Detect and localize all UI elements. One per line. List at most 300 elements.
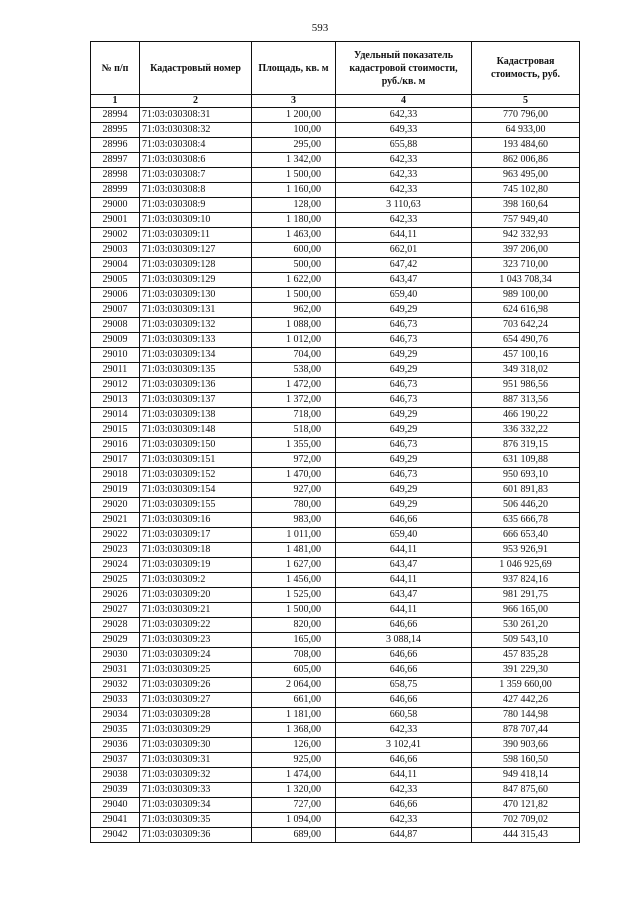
cell-row-number: 29011 (91, 363, 140, 378)
cell-area: 727,00 (252, 798, 336, 813)
cell-row-number: 29027 (91, 603, 140, 618)
column-number-row (91, 95, 580, 108)
table-row (91, 663, 580, 678)
column-number: 1 (91, 95, 140, 108)
cell-cadastral-cost: 981 291,75 (472, 588, 580, 603)
cell-cadastral-number: 71:03:030309:11 (140, 228, 252, 243)
header-cadastral-number: Кадастровый номер (140, 42, 252, 95)
cell-row-number: 28997 (91, 153, 140, 168)
table-row (91, 753, 580, 768)
cell-unit-value: 642,33 (336, 183, 472, 198)
cell-cadastral-cost: 349 318,02 (472, 363, 580, 378)
cell-unit-value: 646,66 (336, 513, 472, 528)
cell-area: 1 200,00 (252, 108, 336, 123)
cell-cadastral-number: 71:03:030309:151 (140, 453, 252, 468)
cell-unit-value: 646,73 (336, 438, 472, 453)
table-row (91, 678, 580, 693)
cell-cadastral-cost: 702 709,02 (472, 813, 580, 828)
cell-area: 972,00 (252, 453, 336, 468)
cell-area: 518,00 (252, 423, 336, 438)
cell-area: 983,00 (252, 513, 336, 528)
cell-unit-value: 646,73 (336, 318, 472, 333)
cell-unit-value: 646,73 (336, 333, 472, 348)
cell-unit-value: 649,29 (336, 453, 472, 468)
cell-area: 600,00 (252, 243, 336, 258)
cell-unit-value: 646,73 (336, 468, 472, 483)
cell-cadastral-cost: 427 442,26 (472, 693, 580, 708)
page-number: 593 (311, 22, 329, 34)
cell-cadastral-number: 71:03:030309:134 (140, 348, 252, 363)
cell-row-number: 29031 (91, 663, 140, 678)
table-row (91, 123, 580, 138)
cell-row-number: 29040 (91, 798, 140, 813)
table-row (91, 333, 580, 348)
cell-area: 1 094,00 (252, 813, 336, 828)
cell-row-number: 28999 (91, 183, 140, 198)
cell-cadastral-cost: 323 710,00 (472, 258, 580, 273)
table-row (91, 468, 580, 483)
cell-row-number: 29020 (91, 498, 140, 513)
cell-cadastral-number: 71:03:030309:28 (140, 708, 252, 723)
cell-row-number: 29018 (91, 468, 140, 483)
column-number: 3 (252, 95, 336, 108)
cell-row-number: 29042 (91, 828, 140, 843)
cell-unit-value: 646,66 (336, 648, 472, 663)
cell-area: 1 470,00 (252, 468, 336, 483)
table-row (91, 648, 580, 663)
table-row (91, 813, 580, 828)
cell-cadastral-number: 71:03:030309:138 (140, 408, 252, 423)
cell-cadastral-cost: 878 707,44 (472, 723, 580, 738)
header-row-number: № п/п (91, 42, 140, 95)
cell-cadastral-number: 71:03:030309:34 (140, 798, 252, 813)
table-row (91, 168, 580, 183)
cell-cadastral-cost: 391 229,30 (472, 663, 580, 678)
column-number: 4 (336, 95, 472, 108)
cell-cadastral-cost: 598 160,50 (472, 753, 580, 768)
cell-row-number: 29006 (91, 288, 140, 303)
table-row (91, 783, 580, 798)
table-row (91, 228, 580, 243)
cell-cadastral-cost: 654 490,76 (472, 333, 580, 348)
cell-row-number: 29004 (91, 258, 140, 273)
cell-cadastral-number: 71:03:030309:36 (140, 828, 252, 843)
cell-cadastral-cost: 457 835,28 (472, 648, 580, 663)
cell-row-number: 29026 (91, 588, 140, 603)
cell-row-number: 29005 (91, 273, 140, 288)
cell-unit-value: 644,11 (336, 768, 472, 783)
cell-area: 962,00 (252, 303, 336, 318)
cell-cadastral-number: 71:03:030309:131 (140, 303, 252, 318)
cell-unit-value: 642,33 (336, 813, 472, 828)
cell-row-number: 29012 (91, 378, 140, 393)
cell-cadastral-number: 71:03:030309:24 (140, 648, 252, 663)
cell-unit-value: 658,75 (336, 678, 472, 693)
cell-area: 1 181,00 (252, 708, 336, 723)
cell-row-number: 29003 (91, 243, 140, 258)
cadastral-table (90, 41, 580, 843)
cell-cadastral-number: 71:03:030309:16 (140, 513, 252, 528)
cell-area: 295,00 (252, 138, 336, 153)
cell-area: 689,00 (252, 828, 336, 843)
cell-row-number: 29001 (91, 213, 140, 228)
cell-cadastral-number: 71:03:030309:20 (140, 588, 252, 603)
cell-area: 1 088,00 (252, 318, 336, 333)
table-row (91, 408, 580, 423)
table-row (91, 258, 580, 273)
table-row (91, 708, 580, 723)
cell-area: 927,00 (252, 483, 336, 498)
cell-cadastral-number: 71:03:030308:9 (140, 198, 252, 213)
cell-cadastral-number: 71:03:030309:31 (140, 753, 252, 768)
cell-area: 1 012,00 (252, 333, 336, 348)
table-row (91, 288, 580, 303)
table-row (91, 393, 580, 408)
header-area: Площадь, кв. м (252, 42, 336, 95)
cell-unit-value: 646,66 (336, 618, 472, 633)
table-row (91, 498, 580, 513)
cell-unit-value: 642,33 (336, 213, 472, 228)
cell-area: 718,00 (252, 408, 336, 423)
cell-row-number: 29015 (91, 423, 140, 438)
column-number: 2 (140, 95, 252, 108)
table-row (91, 768, 580, 783)
cell-unit-value: 644,11 (336, 573, 472, 588)
cell-unit-value: 3 102,41 (336, 738, 472, 753)
cell-cadastral-number: 71:03:030309:154 (140, 483, 252, 498)
cell-row-number: 29033 (91, 693, 140, 708)
cell-cadastral-cost: 466 190,22 (472, 408, 580, 423)
cell-row-number: 29025 (91, 573, 140, 588)
table-header (91, 42, 580, 108)
cell-row-number: 29007 (91, 303, 140, 318)
cell-row-number: 29036 (91, 738, 140, 753)
cell-row-number: 29034 (91, 708, 140, 723)
cell-area: 1 474,00 (252, 768, 336, 783)
table-row (91, 198, 580, 213)
cell-cadastral-number: 71:03:030308:8 (140, 183, 252, 198)
cell-cadastral-cost: 390 903,66 (472, 738, 580, 753)
cell-unit-value: 646,66 (336, 798, 472, 813)
cell-unit-value: 649,29 (336, 423, 472, 438)
cell-row-number: 29038 (91, 768, 140, 783)
cell-cadastral-number: 71:03:030309:17 (140, 528, 252, 543)
cell-unit-value: 642,33 (336, 153, 472, 168)
cell-cadastral-number: 71:03:030309:132 (140, 318, 252, 333)
cell-unit-value: 649,29 (336, 408, 472, 423)
cell-cadastral-number: 71:03:030309:150 (140, 438, 252, 453)
table-row (91, 243, 580, 258)
cell-cadastral-cost: 703 642,24 (472, 318, 580, 333)
cell-row-number: 29032 (91, 678, 140, 693)
cell-row-number: 29013 (91, 393, 140, 408)
cell-cadastral-cost: 950 693,10 (472, 468, 580, 483)
table-row (91, 363, 580, 378)
cell-unit-value: 643,47 (336, 558, 472, 573)
cell-unit-value: 644,87 (336, 828, 472, 843)
cell-row-number: 29028 (91, 618, 140, 633)
cell-row-number: 29016 (91, 438, 140, 453)
cell-row-number: 29023 (91, 543, 140, 558)
cell-area: 1 500,00 (252, 168, 336, 183)
cell-area: 2 064,00 (252, 678, 336, 693)
table-row (91, 588, 580, 603)
cell-row-number: 29024 (91, 558, 140, 573)
header-cadastral-cost: Кадастровая стоимость, руб. (472, 42, 580, 95)
cell-row-number: 29014 (91, 408, 140, 423)
cell-cadastral-cost: 847 875,60 (472, 783, 580, 798)
cell-row-number: 29002 (91, 228, 140, 243)
cell-area: 538,00 (252, 363, 336, 378)
cell-row-number: 28995 (91, 123, 140, 138)
cell-cadastral-cost: 397 206,00 (472, 243, 580, 258)
cell-area: 500,00 (252, 258, 336, 273)
cell-area: 1 180,00 (252, 213, 336, 228)
cell-row-number: 28994 (91, 108, 140, 123)
cell-area: 1 622,00 (252, 273, 336, 288)
cell-cadastral-cost: 398 160,64 (472, 198, 580, 213)
table-row (91, 573, 580, 588)
cell-cadastral-cost: 937 824,16 (472, 573, 580, 588)
cell-row-number: 29039 (91, 783, 140, 798)
cell-area: 704,00 (252, 348, 336, 363)
cell-cadastral-cost: 1 043 708,34 (472, 273, 580, 288)
table-row (91, 738, 580, 753)
cell-unit-value: 643,47 (336, 273, 472, 288)
cell-cadastral-number: 71:03:030309:2 (140, 573, 252, 588)
cell-unit-value: 649,29 (336, 348, 472, 363)
cell-cadastral-cost: 949 418,14 (472, 768, 580, 783)
cell-unit-value: 660,58 (336, 708, 472, 723)
cell-cadastral-cost: 635 666,78 (472, 513, 580, 528)
cell-cadastral-cost: 942 332,93 (472, 228, 580, 243)
cell-row-number: 29010 (91, 348, 140, 363)
cell-cadastral-number: 71:03:030309:152 (140, 468, 252, 483)
cell-cadastral-number: 71:03:030309:33 (140, 783, 252, 798)
cell-unit-value: 649,29 (336, 303, 472, 318)
table-body (91, 108, 580, 843)
cell-cadastral-cost: 506 446,20 (472, 498, 580, 513)
cell-area: 661,00 (252, 693, 336, 708)
table-row (91, 618, 580, 633)
cell-cadastral-cost: 631 109,88 (472, 453, 580, 468)
cell-cadastral-cost: 509 543,10 (472, 633, 580, 648)
cell-cadastral-cost: 953 926,91 (472, 543, 580, 558)
cell-cadastral-cost: 193 484,60 (472, 138, 580, 153)
cell-area: 1 368,00 (252, 723, 336, 738)
cell-cadastral-cost: 876 319,15 (472, 438, 580, 453)
cell-cadastral-number: 71:03:030309:26 (140, 678, 252, 693)
cell-row-number: 29037 (91, 753, 140, 768)
cell-unit-value: 644,11 (336, 543, 472, 558)
cell-cadastral-number: 71:03:030309:29 (140, 723, 252, 738)
cell-cadastral-cost: 745 102,80 (472, 183, 580, 198)
cell-row-number: 29000 (91, 198, 140, 213)
cell-unit-value: 649,29 (336, 363, 472, 378)
cell-unit-value: 646,66 (336, 663, 472, 678)
table-row (91, 483, 580, 498)
cell-cadastral-number: 71:03:030309:22 (140, 618, 252, 633)
cell-unit-value: 659,40 (336, 528, 472, 543)
cell-cadastral-cost: 666 653,40 (472, 528, 580, 543)
cell-cadastral-number: 71:03:030309:148 (140, 423, 252, 438)
cell-row-number: 29022 (91, 528, 140, 543)
cell-cadastral-number: 71:03:030309:128 (140, 258, 252, 273)
cell-area: 1 320,00 (252, 783, 336, 798)
table-row (91, 513, 580, 528)
cell-area: 165,00 (252, 633, 336, 648)
cell-unit-value: 662,01 (336, 243, 472, 258)
table-row (91, 603, 580, 618)
table-row (91, 723, 580, 738)
table-row (91, 108, 580, 123)
cell-unit-value: 659,40 (336, 288, 472, 303)
cell-cadastral-number: 71:03:030309:35 (140, 813, 252, 828)
cell-area: 1 627,00 (252, 558, 336, 573)
cell-area: 708,00 (252, 648, 336, 663)
cell-cadastral-cost: 624 616,98 (472, 303, 580, 318)
cell-area: 1 472,00 (252, 378, 336, 393)
cell-cadastral-cost: 963 495,00 (472, 168, 580, 183)
cell-cadastral-number: 71:03:030309:25 (140, 663, 252, 678)
cell-unit-value: 644,11 (336, 603, 472, 618)
cell-cadastral-number: 71:03:030309:18 (140, 543, 252, 558)
cell-unit-value: 649,29 (336, 483, 472, 498)
cell-row-number: 29008 (91, 318, 140, 333)
table-row (91, 798, 580, 813)
cell-row-number: 29009 (91, 333, 140, 348)
cell-row-number: 29030 (91, 648, 140, 663)
table-row (91, 633, 580, 648)
cell-cadastral-cost: 470 121,82 (472, 798, 580, 813)
cell-area: 1 500,00 (252, 603, 336, 618)
cell-unit-value: 3 110,63 (336, 198, 472, 213)
cell-cadastral-number: 71:03:030309:130 (140, 288, 252, 303)
table-row (91, 828, 580, 843)
cell-area: 1 525,00 (252, 588, 336, 603)
table-row (91, 153, 580, 168)
cell-cadastral-number: 71:03:030309:133 (140, 333, 252, 348)
cell-cadastral-cost: 530 261,20 (472, 618, 580, 633)
cell-area: 820,00 (252, 618, 336, 633)
cell-cadastral-cost: 951 986,56 (472, 378, 580, 393)
cell-unit-value: 649,33 (336, 123, 472, 138)
cell-unit-value: 642,33 (336, 168, 472, 183)
table-row (91, 543, 580, 558)
cell-cadastral-cost: 770 796,00 (472, 108, 580, 123)
cell-area: 1 355,00 (252, 438, 336, 453)
cell-cadastral-cost: 64 933,00 (472, 123, 580, 138)
column-number: 5 (472, 95, 580, 108)
cell-cadastral-cost: 1 046 925,69 (472, 558, 580, 573)
cell-unit-value: 644,11 (336, 228, 472, 243)
cell-row-number: 28998 (91, 168, 140, 183)
cell-cadastral-number: 71:03:030308:6 (140, 153, 252, 168)
header-unit-value: Удельный показатель кадастровой стоимости, руб./кв. м (336, 42, 472, 95)
cell-area: 1 342,00 (252, 153, 336, 168)
cell-area: 1 463,00 (252, 228, 336, 243)
cell-row-number: 29021 (91, 513, 140, 528)
table-row (91, 693, 580, 708)
cell-cadastral-number: 71:03:030309:30 (140, 738, 252, 753)
cell-area: 1 011,00 (252, 528, 336, 543)
cell-area: 128,00 (252, 198, 336, 213)
cell-unit-value: 643,47 (336, 588, 472, 603)
table-row (91, 453, 580, 468)
cell-unit-value: 642,33 (336, 783, 472, 798)
cell-cadastral-cost: 444 315,43 (472, 828, 580, 843)
table-row (91, 348, 580, 363)
table-row (91, 273, 580, 288)
cell-row-number: 29041 (91, 813, 140, 828)
cell-unit-value: 655,88 (336, 138, 472, 153)
cell-area: 925,00 (252, 753, 336, 768)
cell-cadastral-number: 71:03:030308:32 (140, 123, 252, 138)
cell-cadastral-number: 71:03:030309:127 (140, 243, 252, 258)
cell-cadastral-cost: 601 891,83 (472, 483, 580, 498)
table-row (91, 378, 580, 393)
cell-unit-value: 646,66 (336, 753, 472, 768)
cell-cadastral-number: 71:03:030309:155 (140, 498, 252, 513)
cell-unit-value: 646,66 (336, 693, 472, 708)
cell-cadastral-number: 71:03:030308:7 (140, 168, 252, 183)
header-row (91, 42, 580, 95)
cell-area: 1 456,00 (252, 573, 336, 588)
cell-cadastral-number: 71:03:030309:135 (140, 363, 252, 378)
cell-area: 1 372,00 (252, 393, 336, 408)
cell-cadastral-number: 71:03:030309:136 (140, 378, 252, 393)
cell-cadastral-number: 71:03:030309:19 (140, 558, 252, 573)
cell-area: 1 160,00 (252, 183, 336, 198)
cell-row-number: 29019 (91, 483, 140, 498)
table-row (91, 438, 580, 453)
cell-unit-value: 649,29 (336, 498, 472, 513)
cell-area: 780,00 (252, 498, 336, 513)
cell-cadastral-cost: 862 006,86 (472, 153, 580, 168)
cell-cadastral-cost: 336 332,22 (472, 423, 580, 438)
cell-row-number: 29035 (91, 723, 140, 738)
table-row (91, 183, 580, 198)
cell-area: 605,00 (252, 663, 336, 678)
cell-cadastral-number: 71:03:030309:10 (140, 213, 252, 228)
cell-cadastral-cost: 780 144,98 (472, 708, 580, 723)
cell-cadastral-number: 71:03:030309:32 (140, 768, 252, 783)
cell-row-number: 28996 (91, 138, 140, 153)
cell-unit-value: 3 088,14 (336, 633, 472, 648)
table-row (91, 558, 580, 573)
table-row (91, 318, 580, 333)
cell-cadastral-number: 71:03:030309:137 (140, 393, 252, 408)
cell-area: 1 500,00 (252, 288, 336, 303)
cell-cadastral-cost: 1 359 660,00 (472, 678, 580, 693)
cell-area: 1 481,00 (252, 543, 336, 558)
cell-cadastral-cost: 757 949,40 (472, 213, 580, 228)
cell-cadastral-cost: 966 165,00 (472, 603, 580, 618)
table-row (91, 303, 580, 318)
cell-cadastral-cost: 887 313,56 (472, 393, 580, 408)
table-row (91, 213, 580, 228)
cell-cadastral-number: 71:03:030309:129 (140, 273, 252, 288)
cell-cadastral-number: 71:03:030308:4 (140, 138, 252, 153)
cell-unit-value: 642,33 (336, 723, 472, 738)
cell-unit-value: 647,42 (336, 258, 472, 273)
cell-row-number: 29017 (91, 453, 140, 468)
table-row (91, 138, 580, 153)
cell-unit-value: 642,33 (336, 108, 472, 123)
cell-unit-value: 646,73 (336, 393, 472, 408)
cell-cadastral-cost: 457 100,16 (472, 348, 580, 363)
cell-area: 126,00 (252, 738, 336, 753)
